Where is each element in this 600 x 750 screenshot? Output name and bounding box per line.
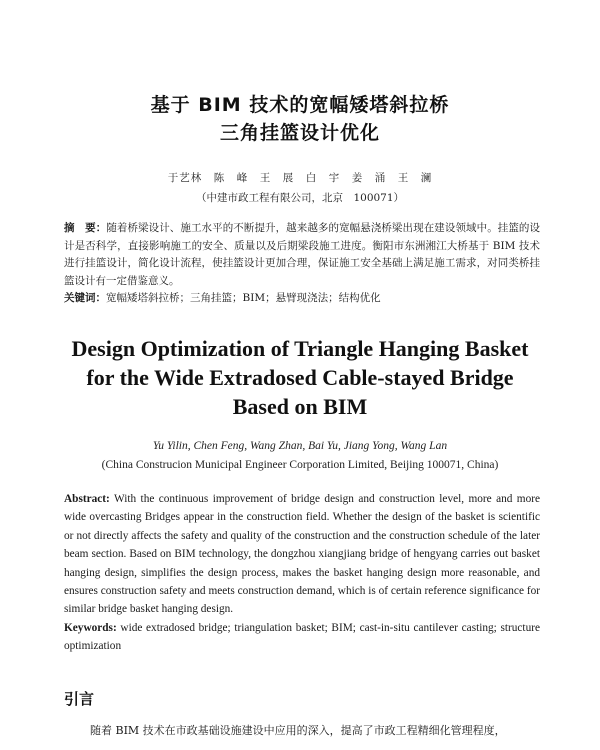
en-keywords-label: Keywords: [64,621,117,634]
en-title-line2: for the Wide Extradosed Cable-stayed Bridge [86,365,514,390]
en-authors: Yu Yilin, Chen Feng, Wang Zhan, Bai Yu, Jiang Yong, Wang Lan [152,440,448,452]
en-title-line3: Based on BIM [232,394,368,419]
intro-first-line: 随着 BIM 技术在市政基础设施建设中应用的深入，提高了市政工程精细化管理程度， [90,724,506,737]
en-affiliation: (China Construcion Municipal Engineer Corporation Limited, Beijing 100071, China) [101,459,499,471]
cn-authors: 于艺林 陈 峰 王 展 白 宇 姜 涌 王 澜 [167,172,433,184]
cn-title-line1: 基于 BIM 技术的宽幅矮塔斜拉桥 [150,94,450,116]
cn-keywords-label: 关键词： [64,292,106,304]
cn-abstract-text: 随着桥梁设计、施工水平的不断提升，越来越多的宽幅悬浇桥梁出现在建设领域中。挂篮的设计是否科学，直接影响施工的安全、质量以及后期梁段施工进度。衡阳市东洲湘江大桥基于 BIM 技术进行挂篮设计，简化设计流程，使挂篮设计更加合理，保证施工安全基础上满足施工需求，对同类桥挂篮设计有一定借鉴意义。 [64,222,541,287]
en-keywords-text: wide extradosed bridge; triangulation basket; BIM; cast-in-situ cantilever casting; structure optimization [64,621,540,653]
cn-title-line2: 三角挂篮设计优化 [219,122,380,144]
en-abstract [64,490,540,656]
en-title-line1: Design Optimization of Triangle Hanging Basket [71,336,529,361]
en-abstract-label: Abstract: [64,493,110,505]
cn-keywords-text: 宽幅矮塔斜拉桥；三角挂篮；BIM；悬臂现浇法；结构优化 [106,292,381,304]
intro-heading: 引言 [64,690,95,708]
cn-affiliation: （中建市政工程有限公司，北京 100071） [195,192,405,204]
cn-abstract [64,220,540,308]
en-abstract-text: With the continuous improvement of bridge design and construction level, more and more wide overcasting Bridges appear in the construction field. Whether the design of the basket is scientific or not directly affects the safety and quality of the construction and the construction schedule of the later beam section. Based on BIM technology, the dongzhou xiangjiang bridge of hengyang carries out basket hanging design, simplifies the design process, makes the basket hanging design more reasonable, and ensures construction safety and meets construction demand, which is of certain reference significance for similar bridge basket hanging design. [64,493,540,616]
cn-abstract-label: 摘 要： [64,222,107,234]
